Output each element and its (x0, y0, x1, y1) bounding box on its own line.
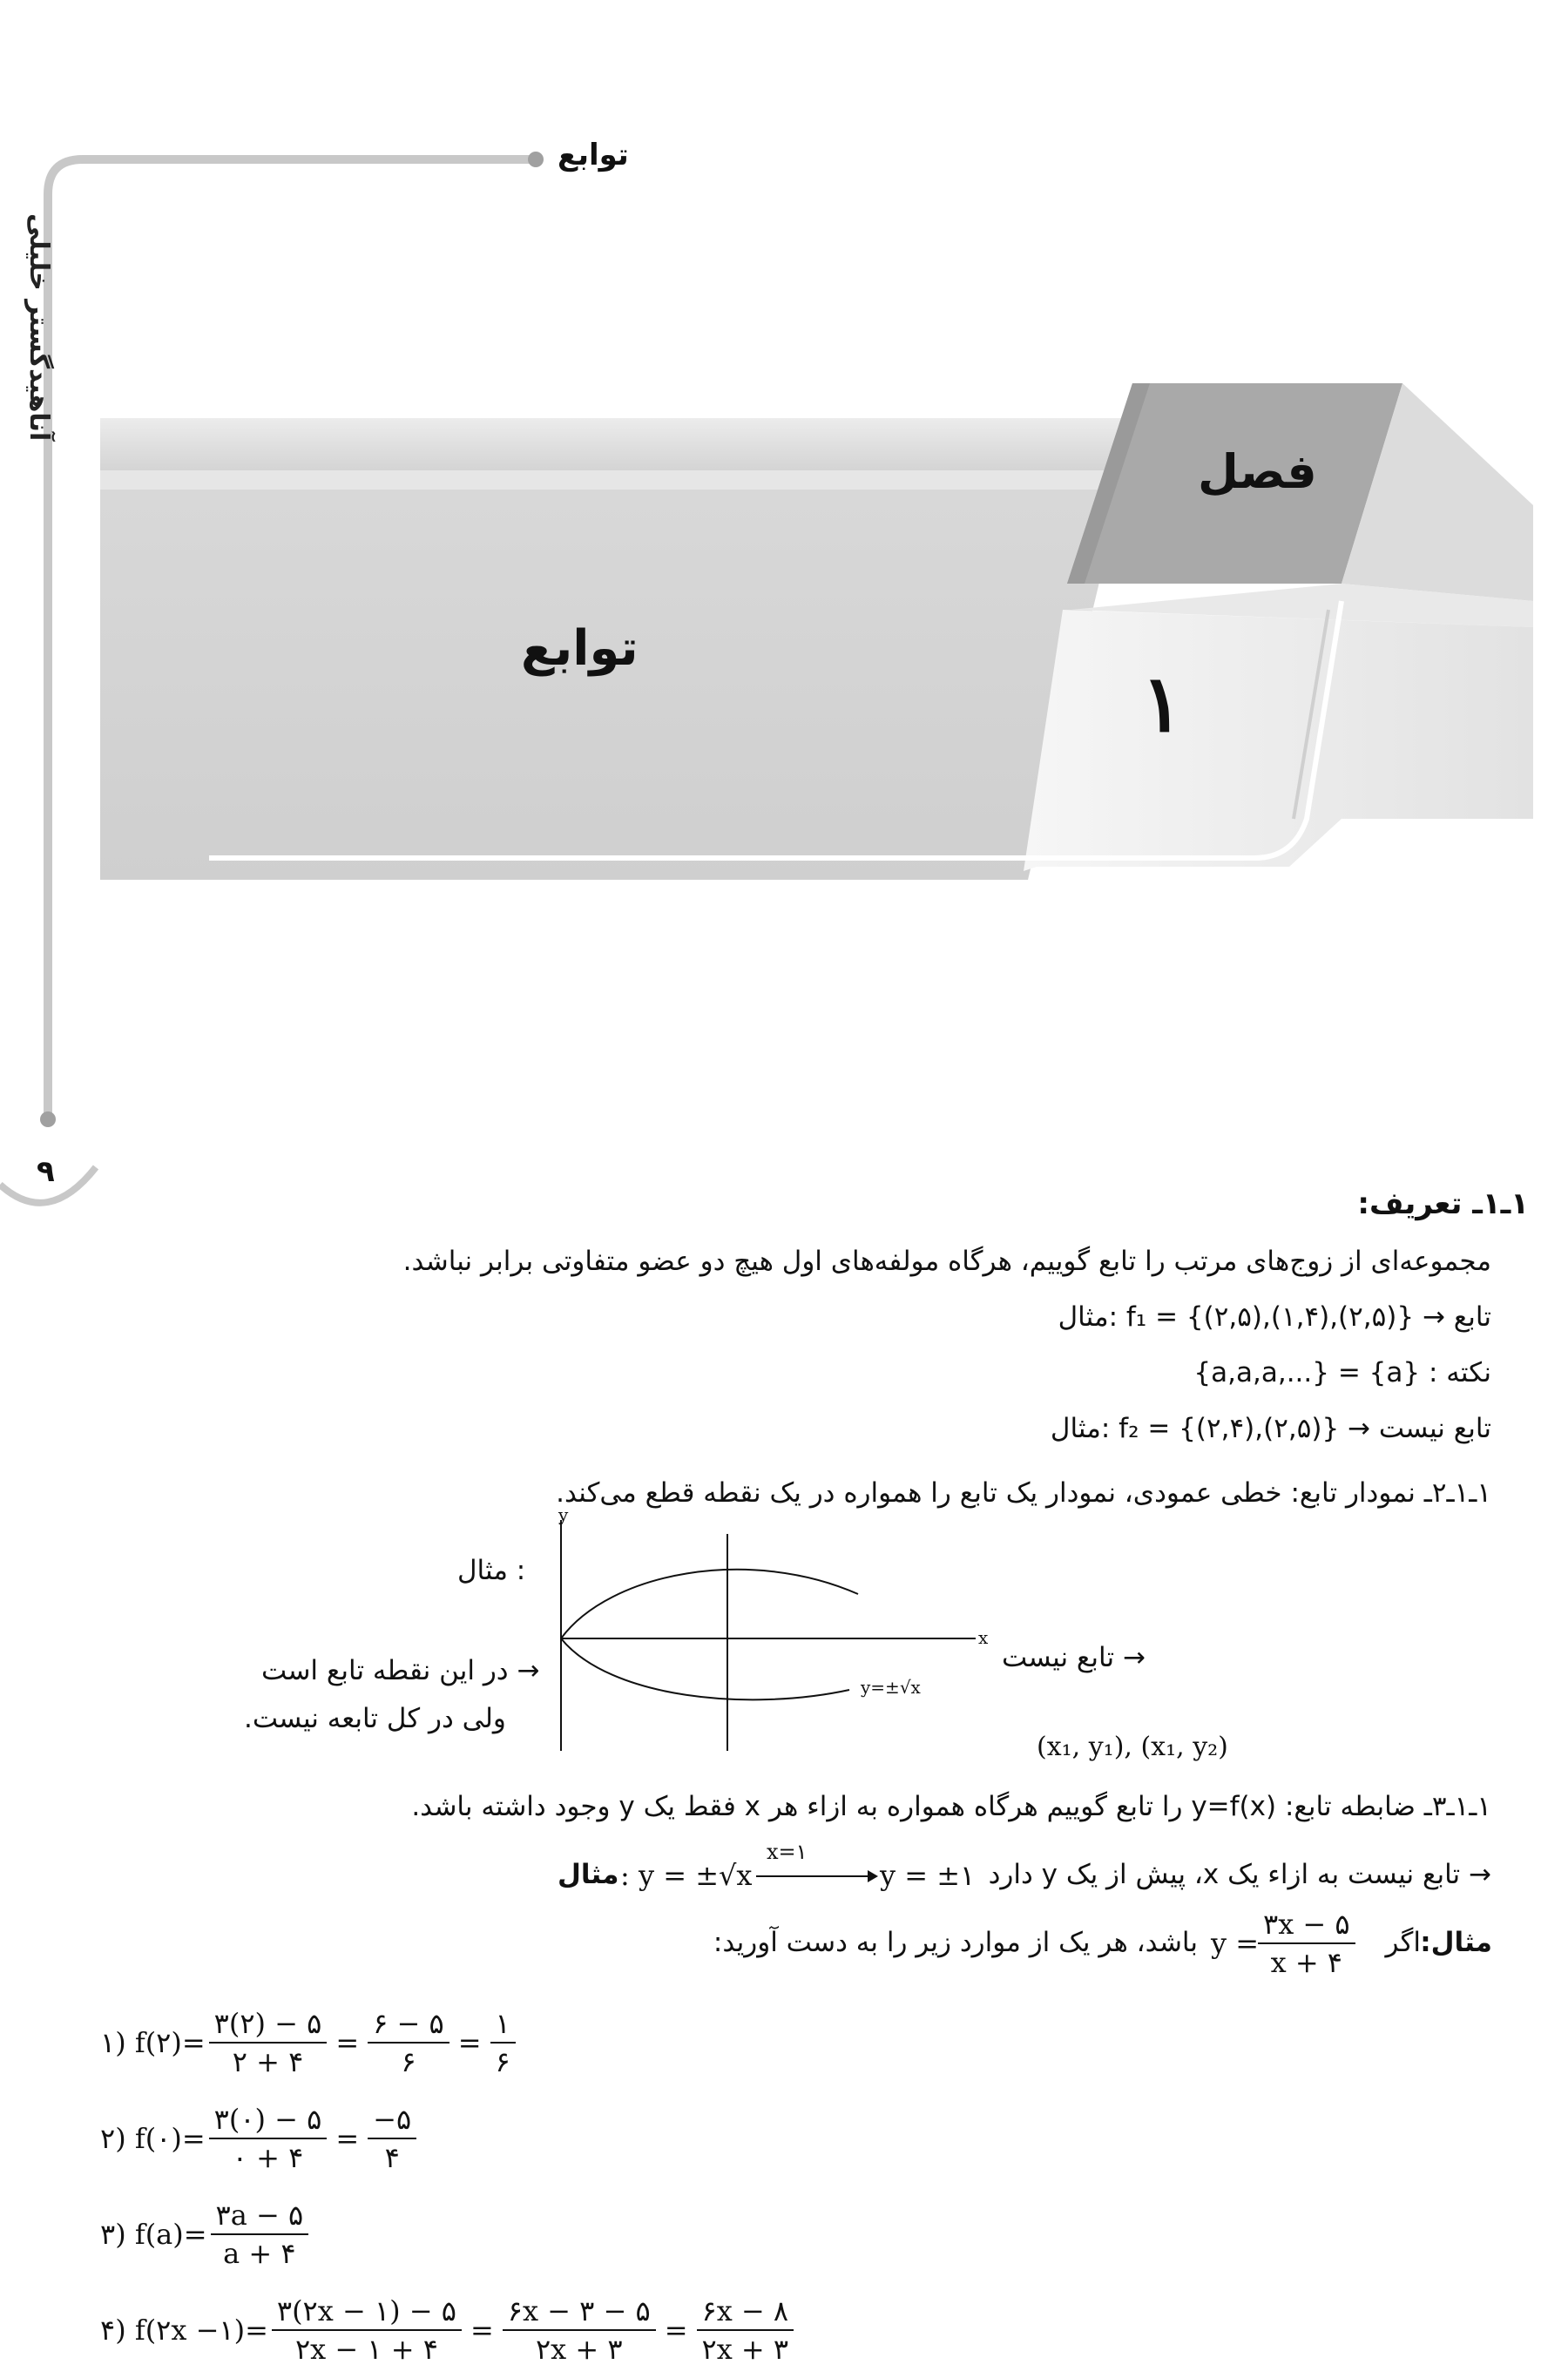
worked-item: ۱) f(۲)= $\frac{۳(۲) - ۵}{۲ + ۴}$ = $\frac{۶ - ۵}{۶}$ = $\frac{۱}{۶}$ (100, 1995, 797, 2091)
section-heading-rule: ۱ـ۱ـ۳ـ ضابطه تابع: y=f(x) را تابع گوییم هرگاه همواره به ازاء هر x فقط یک y وجود داشته باشد. (411, 1791, 1491, 1822)
vertical-line-test-graph (549, 1511, 1002, 1755)
item-frac-den: ۰ + ۴ (232, 2141, 304, 2174)
rule-example-row (558, 1840, 1491, 1901)
worked-example-label: مثال: (1420, 1927, 1492, 1958)
worked-example-instruction: باشد، هر یک از موارد زیر را به دست آورید: (713, 1927, 1198, 1958)
rule-example-result-math: y = ±۱ (880, 1859, 976, 1892)
worked-item: ۴) f(۲x −۱)= $\frac{۳(۲x - ۱) - ۵}{۲x - ۱ + ۴}$ = $\frac{۶x - ۳ - ۵}{۲x + ۳}$ = $\frac{۶x - ۸}{۲x + ۳}$ (100, 2282, 797, 2378)
note-set-equality: {a,a,a,...} = {a} : نکته (1193, 1357, 1491, 1388)
fraction-denominator: x + ۴ (1270, 1946, 1342, 1979)
item-frac-num: ۳(۰) − ۵ (209, 2103, 328, 2139)
rule-example-arrow-label: x=۱ (767, 1840, 808, 1864)
not-function-note: → تابع نیست (1002, 1642, 1146, 1673)
item-frac-den: ۴ (384, 2141, 400, 2174)
points-label: (x₁, y₁), (x₁, y₂) (1037, 1732, 1228, 1762)
chapter-title: توابع (521, 620, 639, 677)
item-frac-den: a + ۴ (223, 2237, 296, 2270)
worked-example-if: اگر (1385, 1927, 1421, 1958)
section-heading-definition: ۱ـ۱ـ تعریف: (1357, 1186, 1529, 1221)
item-frac-num: ۳(۲x − ۱) − ۵ (272, 2294, 462, 2331)
vertical-author-label: آناهیدگستر خلیلی (24, 213, 54, 442)
graph-left-note-2: ولی در کل تابعه نیست. (244, 1703, 506, 1734)
section-heading-graph: ۱ـ۱ـ۲ـ نمودار تابع: خطی عمودی، نمودار یک تابع را همواره در یک نقطه قطع می‌کند. (556, 1477, 1491, 1509)
fraction-numerator: ۳x − ۵ (1258, 1908, 1355, 1944)
y-axis-label: y (558, 1504, 569, 1525)
item-frac-den: ۲x − ۱ + ۴ (294, 2333, 438, 2366)
graph-example-label: : مثال (457, 1555, 526, 1586)
item-frac-num: ۶ − ۵ (368, 2007, 449, 2044)
worked-item: ۲) f(۰)= $\frac{۳(۰) - ۵}{۰ + ۴}$ = $\frac{-۵}{۴}$ (100, 2091, 797, 2186)
definition-text: مجموعه‌ای از زوج‌های مرتب را تابع گوییم، هرگاه مولفه‌های اول هیچ دو عضو متفاوتی برابر نباشد. (402, 1246, 1491, 1277)
worked-example-fraction (1254, 1908, 1359, 1979)
worked-example-items (100, 1995, 797, 2378)
item-lhs: ۴) f(۲x −۱)= (100, 2314, 268, 2347)
item-frac-den: ۶ (401, 2045, 416, 2078)
example-function-set: تابع → {(۲,۵),(۱,۴),(۲,۵)} = f₁ :مثال (1058, 1301, 1491, 1333)
worked-example-statement (713, 1908, 1492, 1986)
item-frac-num: ۳(۲) − ۵ (209, 2007, 328, 2044)
item-frac-num: ۶x − ۳ − ۵ (503, 2294, 656, 2331)
worked-example-y-eq: y = (1211, 1927, 1260, 1960)
item-frac-num: ۳a − ۵ (211, 2199, 309, 2235)
x-axis-label: x (978, 1627, 989, 1648)
chapter-number: ۱ (1141, 658, 1184, 750)
rule-example-label: مثال (558, 1859, 619, 1890)
item-frac-den: ۲ + ۴ (232, 2045, 304, 2078)
page-number: ۹ (37, 1154, 55, 1189)
curve-label: y=±√x (861, 1677, 921, 1698)
item-lhs: ۱) f(۲)= (100, 2026, 206, 2059)
rule-example-math: : y = ±√x (620, 1859, 753, 1892)
item-frac-num: ۱ (490, 2007, 516, 2044)
rule-example-arrow (756, 1868, 878, 1885)
chapter-label: فصل (1198, 444, 1317, 499)
item-lhs: ۲) f(۰)= (100, 2122, 206, 2155)
item-frac-num: ۶x − ۸ (697, 2294, 794, 2331)
example-not-function-set: تابع نیست → {(۲,۵),(۲,۴)} = f₂ :مثال (1050, 1413, 1491, 1444)
chapter-banner (0, 348, 1568, 906)
running-title: توابع (558, 138, 629, 172)
worked-item (100, 2186, 797, 2282)
rule-example-result-text: → تابع نیست به ازاء یک x، پیش از یک y دارد (988, 1859, 1491, 1890)
item-frac-den: ۲x + ۳ (535, 2333, 623, 2366)
item-frac-den: ۲x + ۳ (701, 2333, 789, 2366)
item-frac-den: ۶ (495, 2045, 510, 2078)
item-frac-num: −۵ (368, 2103, 416, 2139)
item-lhs: ۳) f(a)= (100, 2218, 207, 2251)
graph-left-note-1: → در این نقطه تابع است (261, 1655, 540, 1686)
